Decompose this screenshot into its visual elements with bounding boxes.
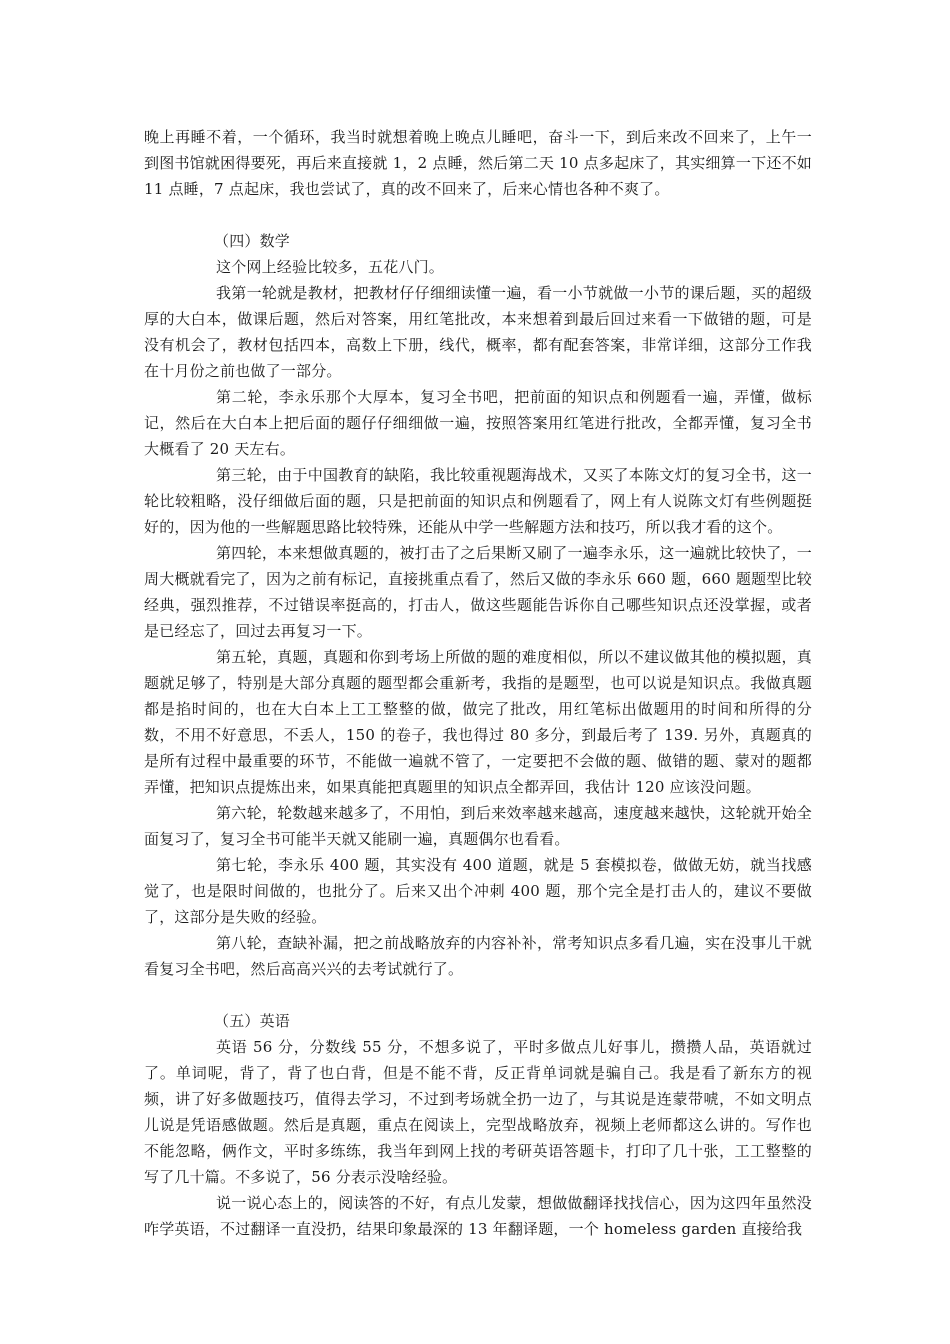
math-paragraph-round-1: 我第一轮就是教材，把教材仔仔细细读懂一遍，看一小节就做一小节的课后题，买的超级厚的大白本，做课后题，然后对答案，用红笔批改，本来想着到最后回过来看一下做错的题，可是没有机会了，教材包括四本，高数上下册，线代，概率，都有配套答案，非常详细，这部分工作我在十月份之前也做了一部分。 [144,284,812,380]
math-paragraph-round-3: 第三轮，由于中国教育的缺陷，我比较重视题海战术，又买了本陈文灯的复习全书，这一轮比较粗略，没仔细做后面的题，只是把前面的知识点和例题看了，网上有人说陈文灯有些例题挺好的，因为他的一些解题思路比较特殊，还能从中学一些解题方法和技巧，所以我才看的这个。 [144,466,812,536]
section-spacer [144,202,812,228]
math-paragraph-round-7: 第七轮，李永乐 400 题，其实没有 400 道题，就是 5 套模拟卷，做做无妨，就当找感觉了，也是限时间做的，也批分了。后来又出个冲刺 400 题，那个完全是打击人的，建议不要做了，这部分是失败的经验。 [144,856,812,926]
math-paragraph-round-5: 第五轮，真题，真题和你到考场上所做的题的难度相似，所以不建议做其他的模拟题，真题就足够了，特别是大部分真题的题型都会重新考，我指的是题型，也可以说是知识点。我做真题都是掐时间的，也在大白本上工工整整的做，做完了批改，用红笔标出做题用的时间和所得的分数，不用不好意思，不丢人，150 的卷子，我也得过 80 多分，到最后考了 139. 另外，真题真的是所有过程中最重要的环节，不能做一遍就不管了，一定要把不会做的题、做错的题、蒙对的题都弄懂，把知识点提炼出来，如果真能把真题里的知识点全都弄回，我估计 120 应该没问题。 [144,648,812,796]
english-section-heading: （五）英语 [214,1012,291,1030]
math-paragraph-round-8: 第八轮，查缺补漏，把之前战略放弃的内容补补，常考知识点多看几遍，实在没事儿干就看复习全书吧，然后高高兴兴的去考试就行了。 [144,934,812,978]
math-paragraph-overview: 这个网上经验比较多，五花八门。 [216,258,445,276]
english-paragraph-mindset: 说一说心态上的，阅读答的不好，有点儿发蒙，想做做翻译找找信心，因为这四年虽然没咋学英语，不过翻译一直没扔，结果印象最深的 13 年翻译题，一个 homeless garden 直接给我 [144,1194,812,1238]
document-body [144,124,812,1242]
intro-paragraph: 晚上再睡不着，一个循环，我当时就想着晚上晚点儿睡吧，奋斗一下，到后来改不回来了，上午一到图书馆就困得要死，再后来直接就 1，2 点睡，然后第二天 10 点多起床了，其实细算一下还不如 11 点睡，7 点起床，我也尝试了，真的改不回来了，后来心情也各种不爽了。 [144,128,812,198]
math-paragraph-round-6: 第六轮，轮数越来越多了，不用怕，到后来效率越来越高，速度越来越快，这轮就开始全面复习了，复习全书可能半天就又能刷一遍，真题偶尔也看看。 [144,804,812,848]
math-paragraph-round-2: 第二轮，李永乐那个大厚本，复习全书吧，把前面的知识点和例题看一遍，弄懂，做标记，然后在大白本上把后面的题仔仔细细做一遍，按照答案用红笔进行批改，全都弄懂，复习全书大概看了 20 天左右。 [144,388,812,458]
section-spacer [144,982,812,1008]
math-section-heading: （四）数学 [214,232,291,250]
english-paragraph-score: 英语 56 分，分数线 55 分，不想多说了，平时多做点儿好事儿，攒攒人品，英语就过了。单词呢，背了，背了也白背，但是不能不背，反正背单词就是骗自己。我是看了新东方的视频，讲了好多做题技巧，值得去学习，不过到考场就全扔一边了，与其说是连蒙带唬，不如文明点儿说是凭语感做题。然后是真题，重点在阅读上，完型战略放弃，视频上老师都这么讲的。写作也不能忽略，俩作文，平时多练练，我当年到网上找的考研英语答题卡，打印了几十张，工工整整的写了几十篇。不多说了，56 分表示没啥经验。 [144,1038,812,1186]
math-paragraph-round-4: 第四轮，本来想做真题的，被打击了之后果断又刷了一遍李永乐，这一遍就比较快了，一周大概就看完了，因为之前有标记，直接挑重点看了，然后又做的李永乐 660 题，660 题题型比较经典，强烈推荐，不过错误率挺高的，打击人，做这些题能告诉你自己哪些知识点还没掌握，或者是已经忘了，回过去再复习一下。 [144,544,812,640]
